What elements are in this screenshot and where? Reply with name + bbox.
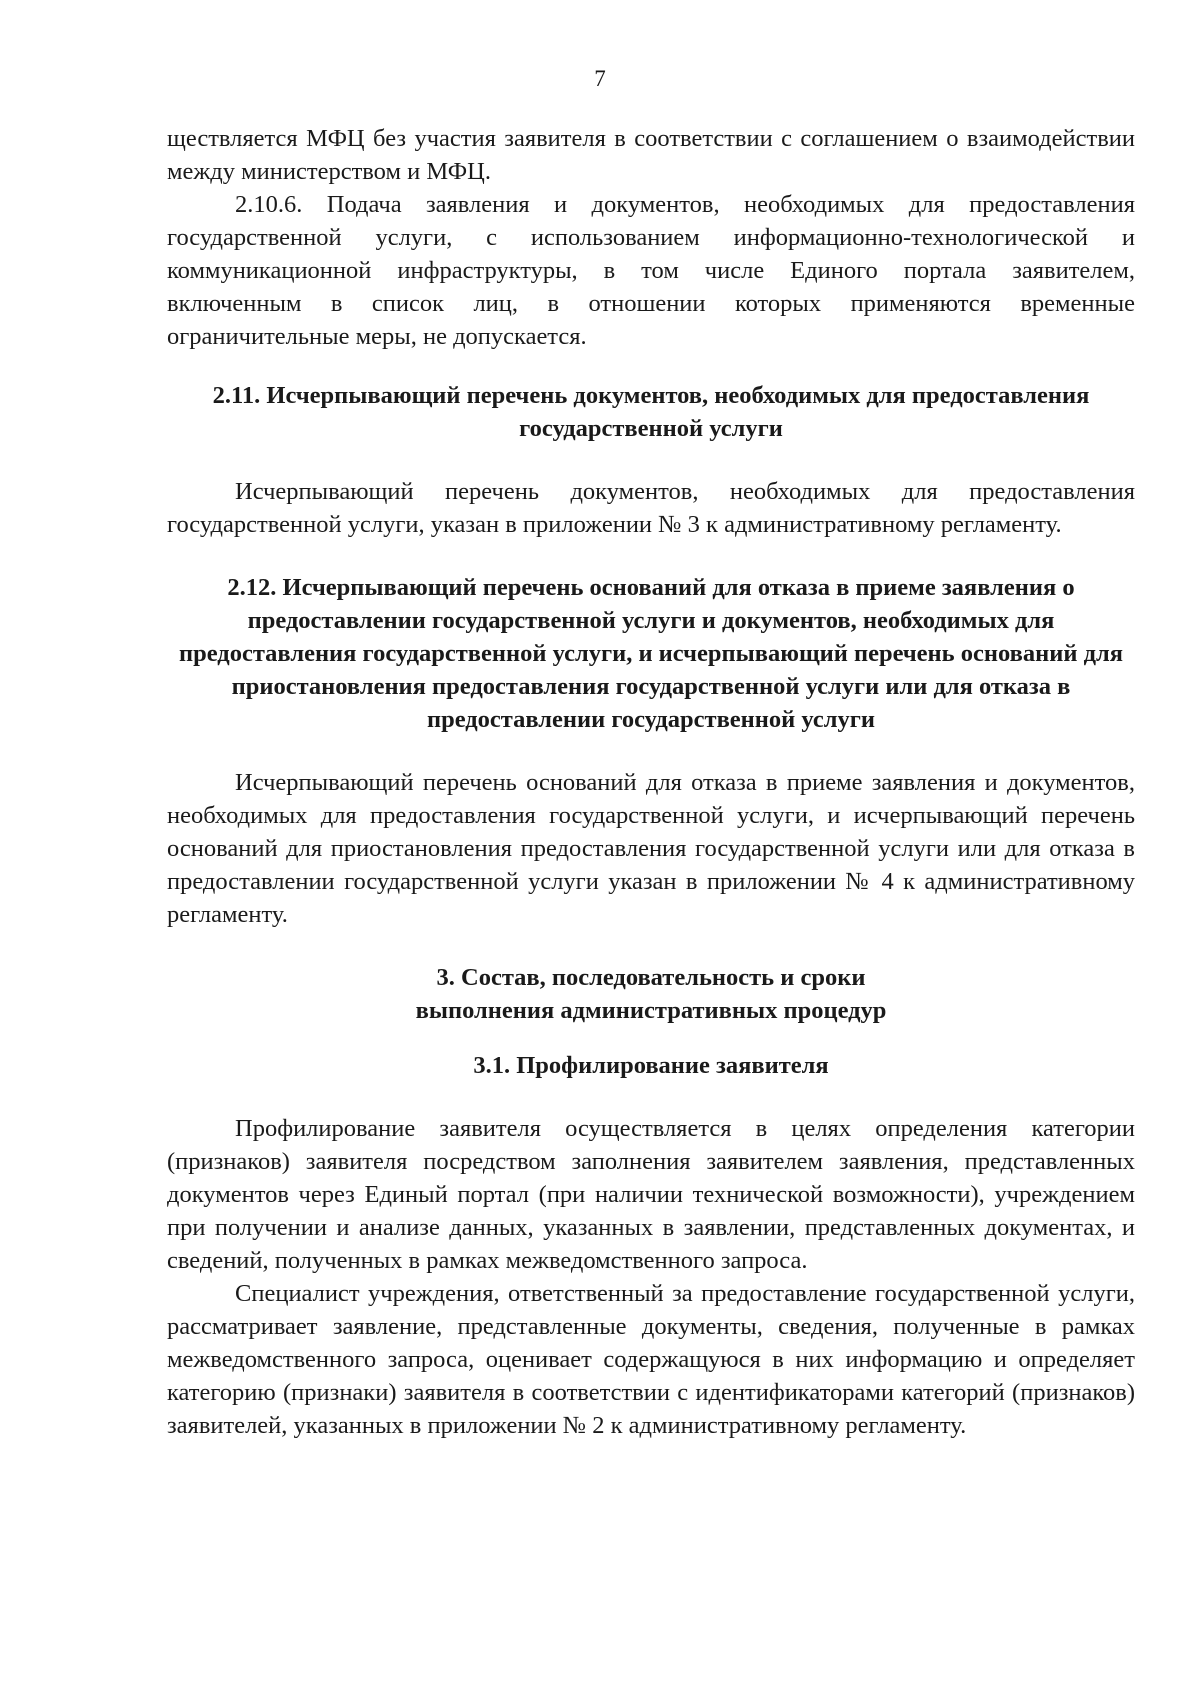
paragraph-3-1-body: Профилирование заявителя осуществляется в целях определения категории (признаков) заявителя посредством заполнения заявителем заявления, представленных документов через Единый портал (при наличии технической возможности), учреждением при получении и анализе данных, указанных в заявлении, представленных документах, и сведений, полученных в рамках межведомственного запроса.	[167, 1115, 1135, 1274]
paragraph-2-12-body: Исчерпывающий перечень оснований для отказа в приеме заявления и документов, необходимых для предоставления государственной услуги, и исчерпывающий перечень оснований для приостановления предоставления государственной услуги или для отказа в предоставлении государственной услуги указан в приложении № 4 к административному регламенту.	[167, 769, 1135, 928]
heading-2-12: 2.12. Исчерпывающий перечень оснований для отказа в приеме заявления о предоставлении государственной услуги и документов, необходимых для предоставления государственной услуги, и исчерпывающий перечень оснований для приостановления предоставления государственной услуги или для отказа в предоставлении государственной услуги	[179, 574, 1123, 733]
page-number: 7	[594, 66, 606, 91]
paragraph-continuation: ществляется МФЦ без участия заявителя в соответствии с соглашением о взаимодействии между министерством и МФЦ.	[167, 125, 1135, 185]
paragraph-2-11-body: Исчерпывающий перечень документов, необходимых для предоставления государственной услуги, указан в приложении № 3 к административному регламенту.	[167, 478, 1135, 538]
paragraph-3-1-specialist: Специалист учреждения, ответственный за предоставление государственной услуги, рассматривает заявление, представленные документы, сведения, полученные в рамках межведомственного запроса, оценивает содержащуюся в них информацию и определяет категорию (признаки) заявителя в соответствии с идентификаторами категорий (признаков) заявителей, указанных в приложении № 2 к административному регламенту.	[167, 1280, 1135, 1439]
heading-section-3: 3. Состав, последовательность и сроки выполнения административных процедур	[415, 964, 887, 1024]
paragraph-2-10-6: 2.10.6. Подача заявления и документов, необходимых для предоставления государственной услуги, с использованием информационно-технологической и коммуникационной инфраструктуры, в том числе Единого портала заявителем, включенным в список лиц, в отношении которых применяются временные ограничительные меры, не допускается.	[167, 191, 1135, 350]
heading-3-1: 3.1. Профилирование заявителя	[473, 1052, 829, 1079]
document-body	[167, 122, 1135, 1442]
heading-2-11: 2.11. Исчерпывающий перечень документов, необходимых для предоставления государственной услуги	[212, 382, 1090, 442]
